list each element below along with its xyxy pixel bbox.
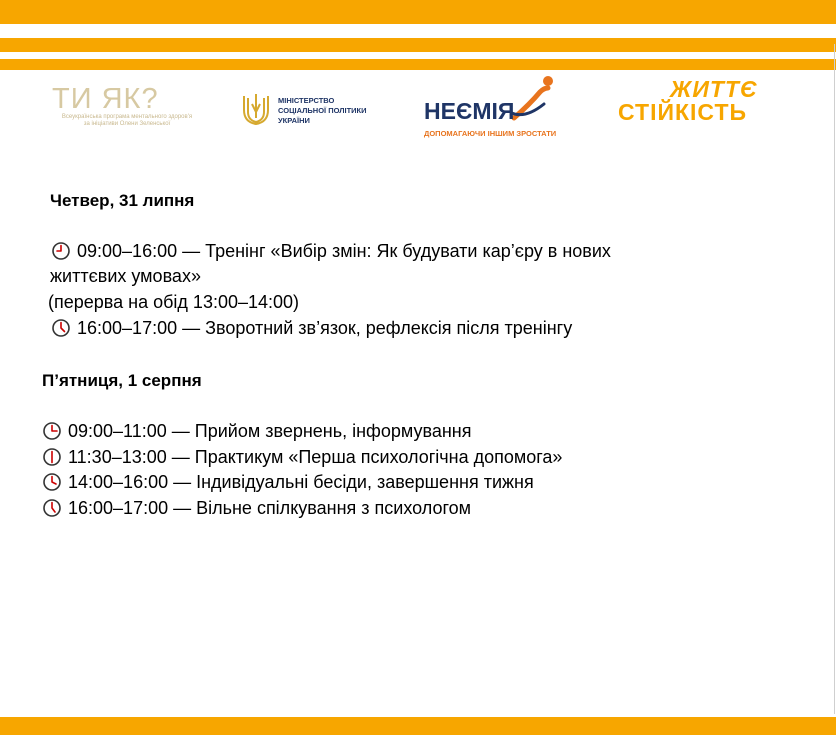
ministry-line-1: МІНІСТЕРСТВО bbox=[278, 96, 335, 105]
resilience-logo bbox=[618, 78, 758, 124]
top-stripe-3 bbox=[0, 59, 836, 70]
ministry-line-3: УКРАЇНИ bbox=[278, 116, 310, 125]
day1-item-1 bbox=[52, 239, 611, 264]
day2-item-2-text: 11:30–13:00 — Практикум «Перша психологічна допомога» bbox=[68, 447, 563, 467]
day1-item-1-text: 09:00–16:00 — Тренінг «Вибір змін: Як будувати кар’єру в нових bbox=[77, 241, 611, 261]
resilience-line-1: ЖИТТЄ bbox=[670, 76, 758, 102]
ti-yak-logo bbox=[52, 84, 202, 128]
top-stripe-1 bbox=[0, 0, 836, 24]
ti-yak-title: ТИ ЯК? bbox=[52, 83, 159, 115]
ti-yak-subtitle-1: Всеукраїнська програма ментального здоров'я bbox=[61, 114, 193, 120]
day2-item-4-text: 16:00–17:00 — Вільне спілкування з психологом bbox=[68, 498, 472, 518]
clock-icon bbox=[52, 242, 70, 260]
page-edge-line bbox=[834, 44, 835, 714]
clock-icon bbox=[52, 319, 70, 337]
day2-item-2 bbox=[43, 445, 562, 470]
clock-icon bbox=[43, 422, 61, 440]
ministry-line-2: СОЦІАЛЬНОЇ ПОЛІТИКИ bbox=[278, 106, 367, 115]
clock-icon bbox=[43, 473, 61, 491]
day2-item-1 bbox=[43, 419, 471, 444]
day1-item-1-note: (перерва на обід 13:00–14:00) bbox=[48, 292, 300, 312]
day2-item-1-text: 09:00–11:00 — Прийом звернень, інформування bbox=[68, 421, 472, 441]
neemia-logo bbox=[424, 78, 564, 138]
top-stripe-2 bbox=[0, 38, 836, 52]
resilience-line-2: СТІЙКІСТЬ bbox=[618, 99, 748, 125]
day1-item-1-cont: життєвих умовах» bbox=[50, 266, 201, 286]
ti-yak-subtitle-2: за ініціативи Олени Зеленської bbox=[83, 121, 171, 127]
neemia-name: НЕЄМІЯ bbox=[424, 98, 515, 124]
day1-item-2-text: 16:00–17:00 — Зворотний зв’язок, рефлексія після тренінгу bbox=[77, 318, 573, 338]
neemia-tagline: ДОПОМАГАЮЧИ ІНШИМ ЗРОСТАТИ bbox=[424, 129, 557, 138]
day1-item-2 bbox=[52, 316, 572, 341]
day2-heading: П’ятниця, 1 серпня bbox=[42, 371, 202, 390]
day1-heading: Четвер, 31 липня bbox=[50, 191, 195, 210]
day2-item-3-text: 14:00–16:00 — Індивідуальні бесіди, завершення тижня bbox=[68, 472, 534, 492]
day2-item-4 bbox=[43, 496, 471, 521]
bottom-stripe bbox=[0, 717, 836, 735]
day2-item-3 bbox=[43, 470, 534, 495]
figure-swoosh-icon bbox=[510, 74, 556, 124]
clock-icon bbox=[43, 499, 61, 517]
clock-icon bbox=[43, 448, 61, 466]
trident-icon bbox=[242, 92, 270, 126]
partner-logos bbox=[0, 72, 836, 142]
